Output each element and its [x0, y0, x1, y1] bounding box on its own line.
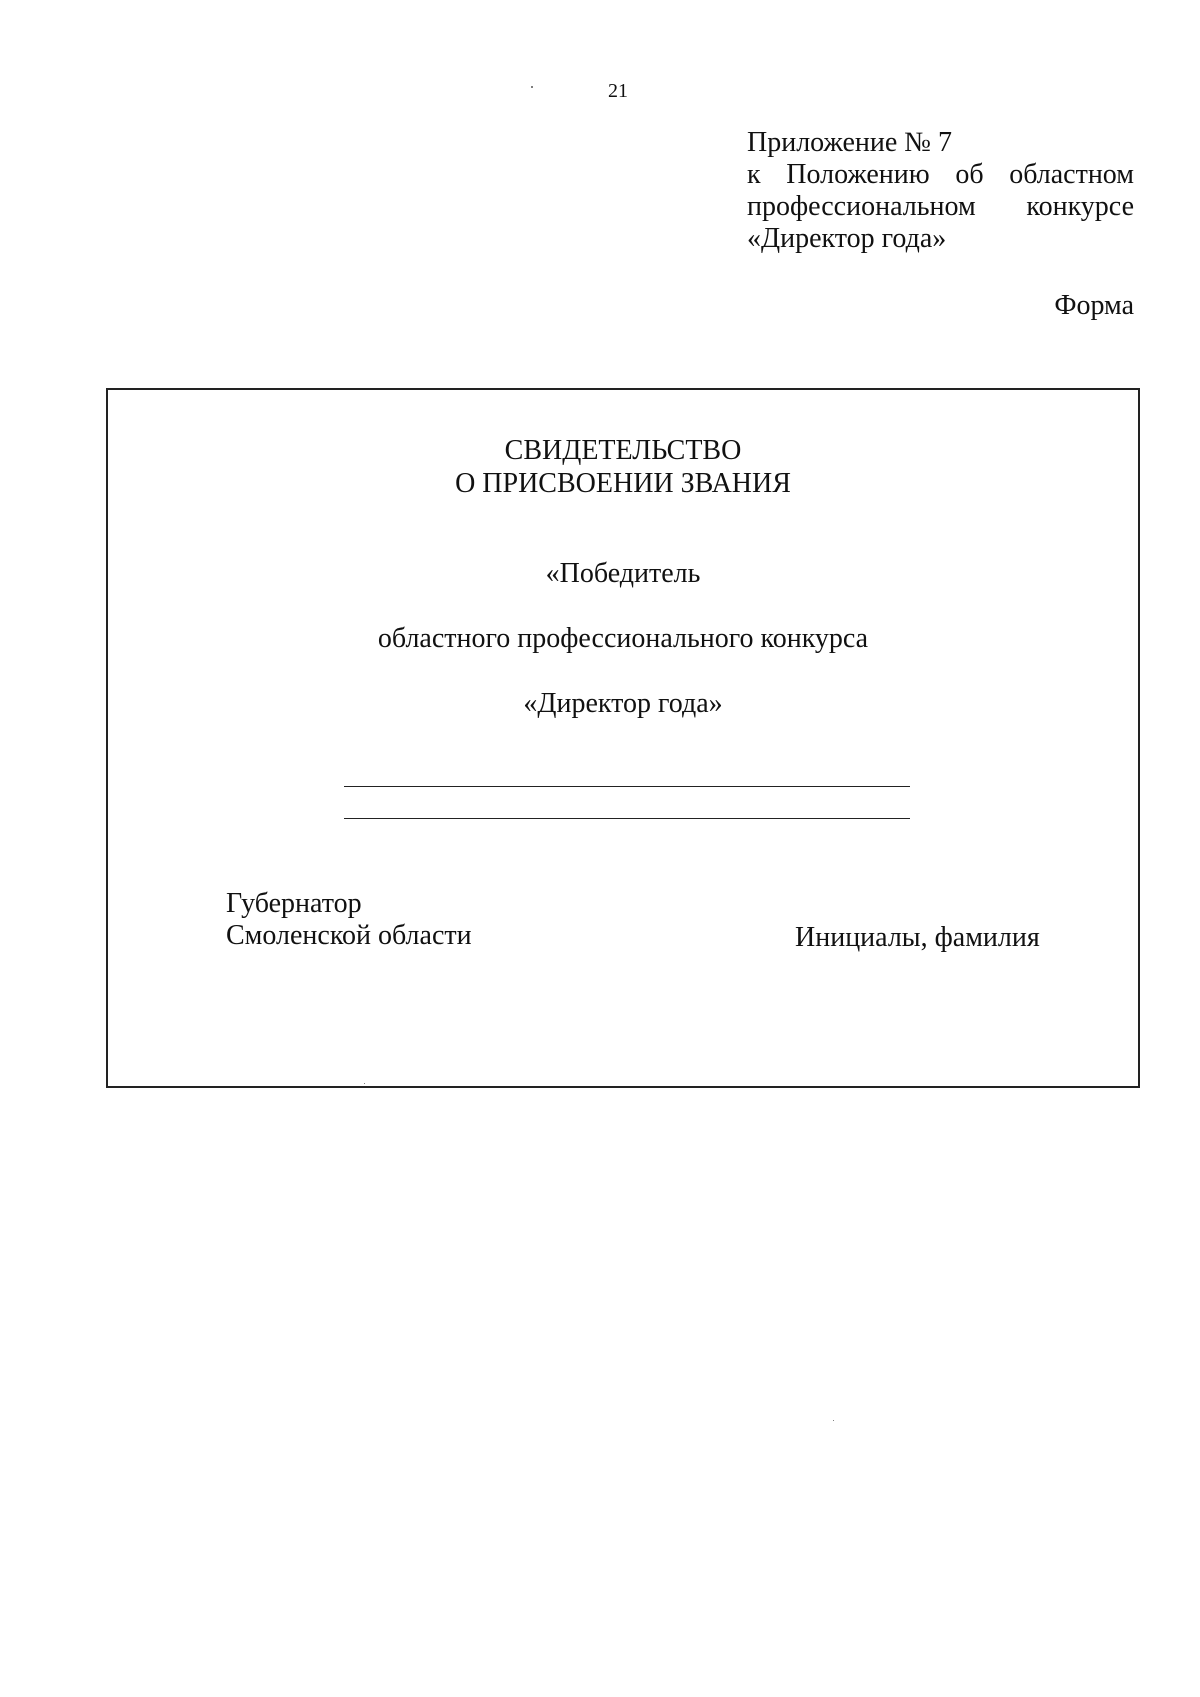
form-label: Форма: [1054, 290, 1134, 321]
signature-placeholder: Инициалы, фамилия: [795, 922, 1040, 953]
appendix-line-4: «Директор года»: [747, 223, 947, 254]
scan-speck: [833, 1420, 834, 1421]
governor-title: [226, 888, 472, 952]
blank-line-2: [344, 818, 910, 819]
certificate-title: [108, 434, 1138, 500]
blank-line-1: [344, 786, 910, 787]
appendix-word: к: [747, 159, 761, 190]
appendix-line-2: [747, 159, 1134, 191]
appendix-word: областном: [1009, 159, 1134, 190]
governor-line-2: Смоленской области: [226, 920, 472, 951]
page-number: 21: [608, 80, 628, 102]
contest-line: областного профессионального конкурса: [377, 623, 869, 654]
winner-line: «Победитель: [545, 558, 701, 589]
appendix-line-3: [747, 191, 1134, 223]
scan-speck: [364, 1083, 365, 1084]
scan-speck: [531, 86, 533, 88]
certificate-title-line-1: СВИДЕТЕЛЬСТВО: [504, 435, 742, 466]
appendix-title: Приложение № 7: [747, 127, 952, 158]
appendix-header: [747, 127, 1134, 255]
appendix-word: конкурсе: [1026, 191, 1134, 222]
governor-line-1: Губернатор: [226, 888, 362, 919]
appendix-word: профессиональном: [747, 191, 976, 222]
certificate-frame: [106, 388, 1140, 1088]
appendix-word: об: [955, 159, 984, 190]
appendix-word: Положению: [786, 159, 930, 190]
certificate-title-line-2: О ПРИСВОЕНИИ ЗВАНИЯ: [455, 468, 791, 499]
contest-name-line: «Директор года»: [523, 688, 723, 719]
